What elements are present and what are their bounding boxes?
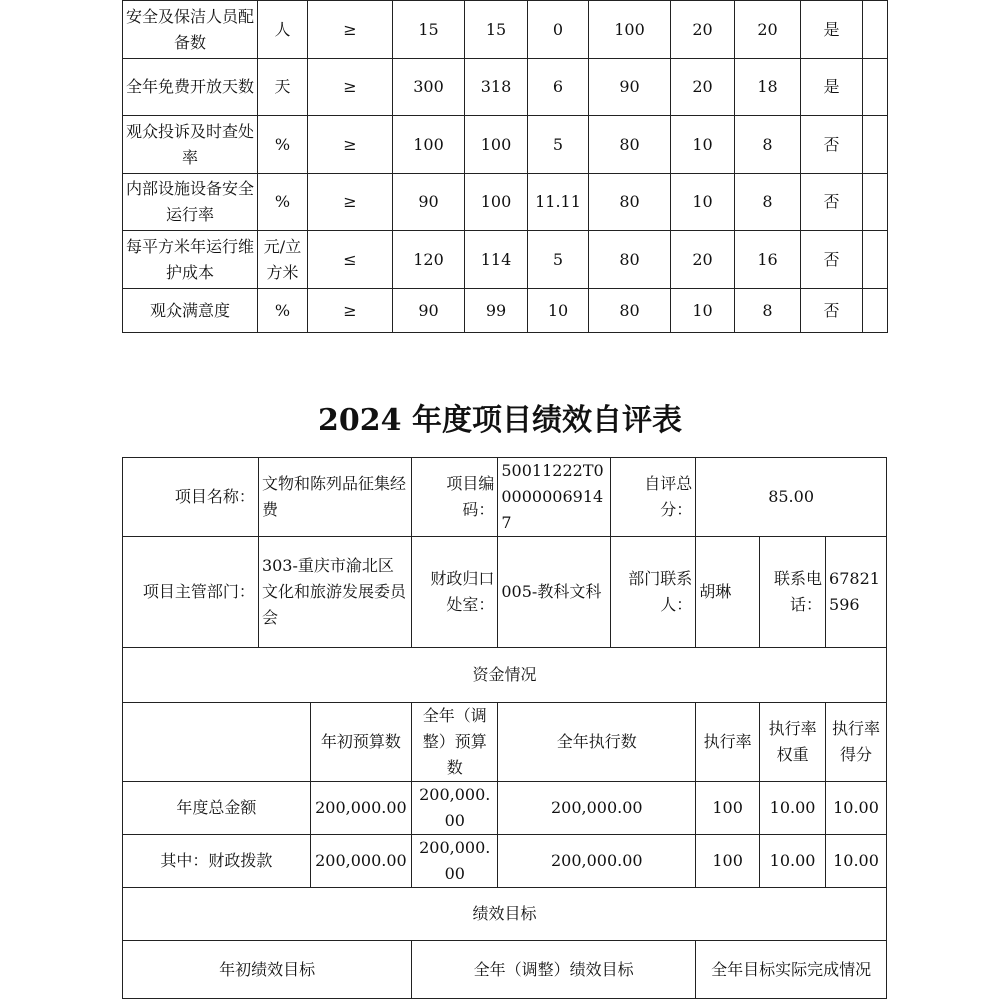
indicator-actual: 318 [465,59,528,116]
indicator-target: 300 [393,59,465,116]
indicator-actual: 15 [465,1,528,59]
indicator-flag: 是 [801,1,863,59]
funds-header-empty [123,703,311,782]
funds-cell: 200,000.00 [498,782,696,835]
indicator-actual: 100 [465,116,528,174]
project-code-label: 项目编码： [412,458,498,537]
indicator-target: 120 [393,231,465,289]
goals-section-row [123,888,887,941]
funds-cell: 200,000.00 [310,835,411,888]
funds-row-fiscal [123,835,887,888]
phone-value: 67821596 [826,537,887,648]
indicator-row [123,289,888,333]
indicator-score: 8 [735,116,801,174]
indicator-score: 20 [735,1,801,59]
indicator-note [863,231,888,289]
indicator-weight: 20 [671,59,735,116]
indicator-operator: ≥ [308,59,393,116]
indicator-unit: 天 [258,59,308,116]
funds-cell: 200,000.00 [310,782,411,835]
contact-person-value: 胡琳 [696,537,760,648]
indicator-deviation: 6 [528,59,589,116]
indicator-operator: ≥ [308,289,393,333]
indicator-weight: 20 [671,1,735,59]
page-title: 2024 年度项目绩效自评表 [318,403,682,438]
indicator-target: 100 [393,116,465,174]
indicator-flag: 否 [801,174,863,231]
funds-header-row [123,703,887,782]
indicator-row [123,1,888,59]
indicator-score: 18 [735,59,801,116]
indicator-flag: 否 [801,116,863,174]
self-score-value: 85.00 [696,458,887,537]
funds-row-label: 年度总金额 [123,782,311,835]
funds-header: 全年（调整）预算数 [412,703,498,782]
indicator-operator: ≥ [308,116,393,174]
funds-header: 执行率权重 [760,703,826,782]
performance-indicator-table [122,0,888,333]
funds-row-total [123,782,887,835]
department-info-row [123,537,887,648]
finance-office-value: 005-教科文科 [498,537,611,648]
indicator-note [863,59,888,116]
indicator-unit: % [258,289,308,333]
indicator-weight: 10 [671,174,735,231]
indicator-name: 每平方米年运行维护成本 [123,231,258,289]
indicator-completion: 80 [589,116,671,174]
department-label: 项目主管部门： [123,537,259,648]
indicator-name: 安全及保洁人员配备数 [123,1,258,59]
indicator-unit: 元/立方米 [258,231,308,289]
indicator-target: 90 [393,289,465,333]
indicator-score: 16 [735,231,801,289]
indicator-note [863,116,888,174]
indicator-completion: 100 [589,1,671,59]
indicator-name: 全年免费开放天数 [123,59,258,116]
contact-person-label: 部门联系人： [610,537,695,648]
funds-cell: 100 [696,782,760,835]
project-code-value: 50011222T000000069147 [498,458,611,537]
indicator-note [863,174,888,231]
indicator-flag: 否 [801,231,863,289]
indicator-name: 观众满意度 [123,289,258,333]
indicator-weight: 10 [671,116,735,174]
indicator-row [123,59,888,116]
funds-section-title: 资金情况 [123,648,887,703]
funds-header: 年初预算数 [310,703,411,782]
indicator-row [123,231,888,289]
indicator-deviation: 11.11 [528,174,589,231]
indicator-completion: 80 [589,174,671,231]
indicator-unit: % [258,174,308,231]
indicator-flag: 否 [801,289,863,333]
funds-cell: 200,000.00 [412,782,498,835]
indicator-actual: 100 [465,174,528,231]
indicator-target: 15 [393,1,465,59]
project-name-value: 文物和陈列品征集经费 [258,458,411,537]
indicator-deviation: 10 [528,289,589,333]
indicator-actual: 99 [465,289,528,333]
indicator-target: 90 [393,174,465,231]
indicator-completion: 80 [589,289,671,333]
goals-header: 全年目标实际完成情况 [696,941,887,999]
indicator-score: 8 [735,289,801,333]
funds-row-label: 其中：财政拨款 [123,835,311,888]
funds-header: 执行率得分 [826,703,887,782]
indicator-actual: 114 [465,231,528,289]
indicator-operator: ≥ [308,174,393,231]
department-value: 303-重庆市渝北区文化和旅游发展委员会 [258,537,411,648]
funds-section-row [123,648,887,703]
indicator-flag: 是 [801,59,863,116]
indicator-row [123,116,888,174]
funds-cell: 10.00 [760,782,826,835]
indicator-weight: 10 [671,289,735,333]
funds-cell: 200,000.00 [498,835,696,888]
finance-office-label: 财政归口处室： [412,537,498,648]
indicator-deviation: 0 [528,1,589,59]
funds-header: 全年执行数 [498,703,696,782]
indicator-unit: % [258,116,308,174]
funds-cell: 10.00 [826,835,887,888]
funds-cell: 100 [696,835,760,888]
project-info-row [123,458,887,537]
indicator-deviation: 5 [528,116,589,174]
goals-header: 全年（调整）绩效目标 [412,941,696,999]
phone-label: 联系电话： [760,537,826,648]
self-evaluation-table [122,457,887,999]
funds-header: 执行率 [696,703,760,782]
indicator-weight: 20 [671,231,735,289]
funds-cell: 10.00 [826,782,887,835]
goals-header: 年初绩效目标 [123,941,412,999]
goals-header-row [123,941,887,999]
self-score-label: 自评总分： [610,458,695,537]
indicator-operator: ≤ [308,231,393,289]
indicator-completion: 80 [589,231,671,289]
indicator-operator: ≥ [308,1,393,59]
funds-cell: 200,000.00 [412,835,498,888]
indicator-unit: 人 [258,1,308,59]
indicator-name: 内部设施设备安全运行率 [123,174,258,231]
indicator-name: 观众投诉及时查处率 [123,116,258,174]
indicator-note [863,289,888,333]
indicator-score: 8 [735,174,801,231]
indicator-deviation: 5 [528,231,589,289]
indicator-row [123,174,888,231]
goals-section-title: 绩效目标 [123,888,887,941]
project-name-label: 项目名称： [123,458,259,537]
funds-cell: 10.00 [760,835,826,888]
indicator-note [863,1,888,59]
indicator-completion: 90 [589,59,671,116]
